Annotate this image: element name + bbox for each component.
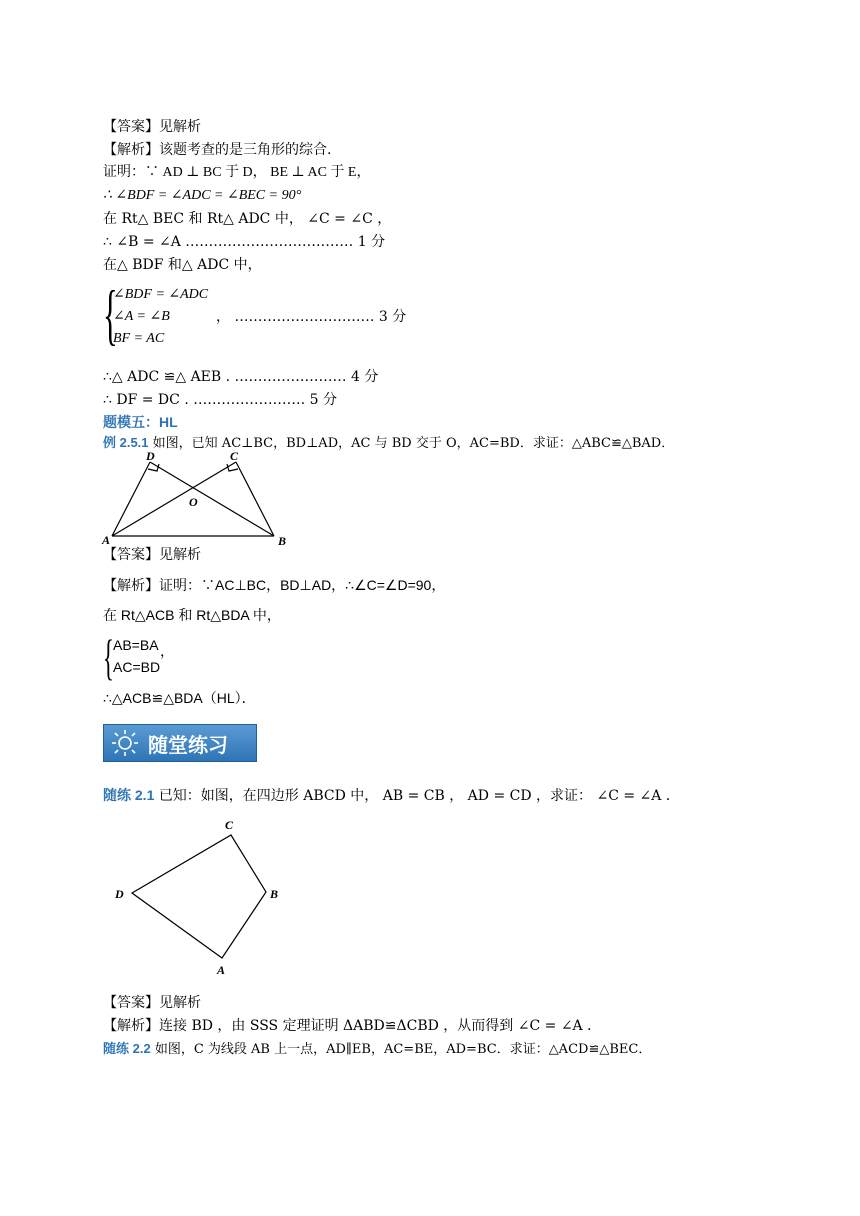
practice-1-answer: 【答案】见解析 [103, 995, 201, 1011]
triangle-figure [100, 448, 300, 548]
label-B: B [278, 534, 287, 548]
practice-1-label: 随练 2.1 [103, 787, 155, 803]
lightbulb-icon [110, 728, 140, 758]
system2-row-1: AB=BA [113, 637, 159, 653]
proof-line-6: ∴△ ADC ≌△ AEB . …………………… 4 分 [103, 369, 379, 385]
label-C: C [230, 449, 239, 463]
label-O: O [189, 495, 198, 509]
proof-line-2: ∴ ∠BDF = ∠ADC = ∠BEC = 90° [103, 188, 302, 203]
quad-label-D: D [115, 887, 124, 901]
system-brace: { [103, 276, 118, 352]
practice-1-line [103, 786, 680, 805]
system-row-3: BF = AC [113, 331, 165, 346]
proof-line-4: ∴ ∠B = ∠A ……………………………… 1 分 [103, 234, 386, 250]
system2-comma: ， [160, 644, 174, 660]
system-row-1: ∠BDF = ∠ADC [113, 287, 209, 302]
example-conclusion: ∴△ACB≌△BDA（HL）． [103, 690, 256, 706]
system-row-2: ∠A = ∠B [113, 309, 170, 324]
quad-label-B: B [270, 887, 279, 901]
answer-line: 【答案】见解析 [103, 119, 201, 135]
label-A: A [102, 533, 111, 547]
practice-1-analysis: 【解析】连接 BD ，由 SSS 定理证明 ΔABD≌ΔCBD ，从而得到 ∠C = ∠A ． [103, 1018, 602, 1034]
practice-1-text: 已知：如图，在四边形 ABCD 中， AB = CB ， AD = CD ，求证： ∠C = ∠A ． [158, 788, 680, 804]
proof-line-3: 在 Rt△ BEC 和 Rt△ ADC 中， ∠C = ∠C ， [103, 211, 392, 227]
analysis-line: 【解析】该题考查的是三角形的综合. [103, 142, 332, 158]
section-heading: 题模五：HL [103, 414, 178, 430]
example-rt-line: 在 Rt△ACB 和 Rt△BDA 中， [103, 607, 281, 623]
practice-2-label: 随练 2.2 [103, 1041, 151, 1056]
example-answer: 【答案】见解析 [103, 547, 201, 563]
system-score-note: ， ………………………… 3 分 [216, 309, 407, 325]
proof-line-5: 在△ BDF 和△ ADC 中， [103, 257, 262, 273]
proof-line-1: 证明：∵ AD ⊥ BC 于 D， BE ⊥ AC 于 E， [103, 165, 371, 180]
practice-2-line [103, 1040, 651, 1059]
system2-row-2: AC=BD [113, 659, 161, 675]
equation-system [113, 284, 208, 350]
example-label: 例 2.5.1 [103, 435, 149, 450]
label-D: D [146, 449, 155, 463]
banner-title: 随堂练习 [148, 732, 228, 757]
example-text: 如图，已知 AC⊥BC，BD⊥AD，AC 与 BD 交于 O，AC=BD．求证：△ABC≌△BAD． [152, 436, 675, 451]
example-analysis: 【解析】证明：∵AC⊥BC，BD⊥AD，∴∠C=∠D=90， [103, 577, 446, 593]
practice-banner [103, 724, 257, 762]
quadrilateral-figure [110, 812, 290, 980]
system-brace-2: { [103, 629, 114, 685]
quad-label-C: C [225, 818, 234, 832]
practice-2-text: 如图，C 为线段 AB 上一点，AD∥EB，AC=BE，AD=BC．求证：△ACD≌△BEC． [154, 1042, 652, 1057]
equation-system-2 [113, 634, 160, 678]
quad-label-A: A [217, 963, 226, 977]
proof-line-7: ∴ DF = DC . …………………… 5 分 [103, 392, 338, 408]
